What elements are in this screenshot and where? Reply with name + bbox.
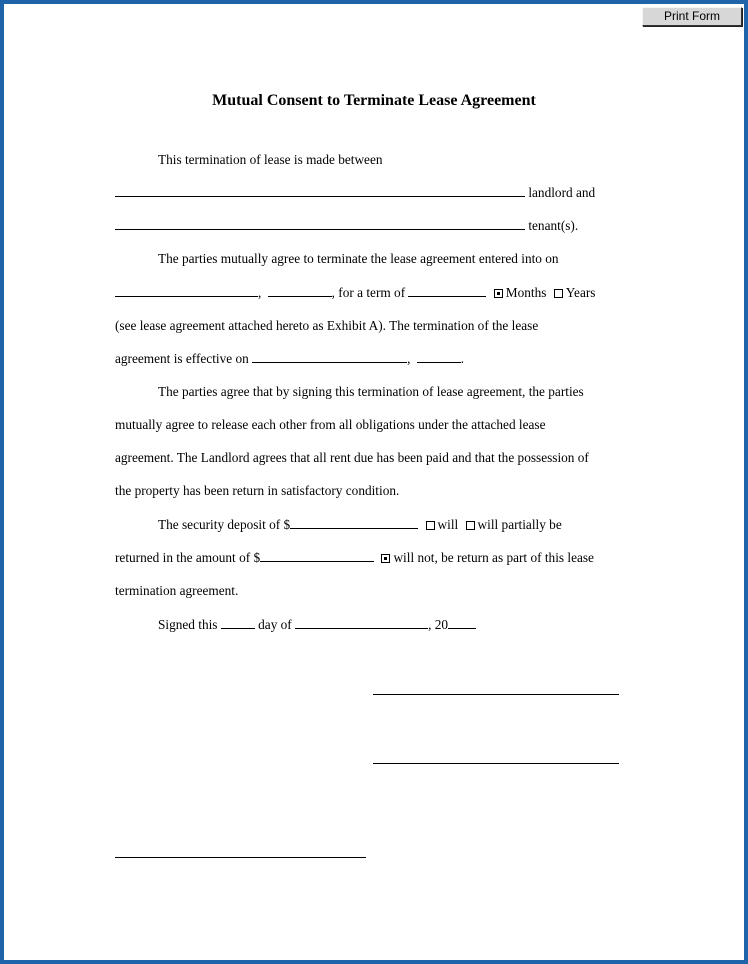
returned-amount-label: returned in the amount of $: [115, 550, 261, 565]
tenant-line: [115, 217, 578, 235]
will-partially-checkbox[interactable]: [466, 521, 475, 530]
signed-month-field[interactable]: [295, 616, 428, 629]
p3-line1: The parties agree that by signing this termination of lease agreement, the parties: [158, 384, 584, 399]
months-checkbox[interactable]: [494, 289, 503, 298]
p3-line3: agreement. The Landlord agrees that all rent due has been paid and that the possession of: [115, 450, 589, 465]
will-checkbox[interactable]: [426, 521, 435, 530]
day-of-label: day of: [258, 617, 292, 632]
effective-period: .: [460, 351, 465, 366]
p2-line2: [115, 284, 595, 302]
term-length-field[interactable]: [408, 284, 486, 297]
p4-line1: [158, 516, 562, 534]
landlord-line: [115, 184, 595, 202]
landlord-name-field[interactable]: [115, 184, 525, 197]
p2-line3: (see lease agreement attached hereto as Exhibit A). The termination of the lease: [115, 318, 539, 333]
deposit-label: The security deposit of $: [158, 517, 291, 532]
p2-line4: [115, 350, 464, 368]
will-partially-label: will partially be: [477, 517, 562, 532]
months-label: Months: [505, 285, 547, 300]
p2-comma: ,: [258, 285, 262, 300]
deposit-amount-field[interactable]: [290, 516, 418, 529]
term-label: , for a term of: [331, 285, 406, 300]
effective-comma: ,: [407, 351, 411, 366]
signed-year-field[interactable]: [448, 616, 476, 629]
print-form-button[interactable]: Print Form: [642, 7, 742, 26]
landlord-label: landlord and: [528, 185, 596, 200]
effective-year-field[interactable]: [417, 350, 461, 363]
p4-line2: [115, 549, 594, 567]
tenant-name-field[interactable]: [115, 217, 525, 230]
signed-line: [158, 616, 476, 634]
years-checkbox[interactable]: [554, 289, 563, 298]
will-not-label: will not, be return as part of this lease: [393, 550, 594, 565]
lease-start-year-field[interactable]: [268, 284, 332, 297]
p3-line4: the property has been return in satisfactory condition.: [115, 483, 400, 498]
witness-signature-line[interactable]: [115, 857, 366, 858]
effective-label: agreement is effective on: [115, 351, 249, 366]
p3-line2: mutually agree to release each other from all obligations under the attached lease: [115, 417, 546, 432]
returned-amount-field[interactable]: [260, 549, 374, 562]
will-not-checkbox[interactable]: [381, 554, 390, 563]
signed-label: Signed this: [158, 617, 218, 632]
tenant-signature-line[interactable]: [373, 763, 619, 764]
document-title: Mutual Consent to Terminate Lease Agreement: [212, 92, 536, 109]
p4-line3: termination agreement.: [115, 583, 239, 598]
landlord-signature-line[interactable]: [373, 694, 619, 695]
years-label: Years: [565, 285, 596, 300]
tenant-label: tenant(s).: [528, 218, 579, 233]
signed-day-field[interactable]: [221, 616, 255, 629]
effective-date-field[interactable]: [252, 350, 407, 363]
year-prefix-label: , 20: [428, 617, 449, 632]
lease-start-date-field[interactable]: [115, 284, 258, 297]
intro-text: This termination of lease is made between: [158, 152, 383, 167]
will-label: will: [437, 517, 459, 532]
p2-line1: The parties mutually agree to terminate the lease agreement entered into on: [158, 251, 559, 266]
